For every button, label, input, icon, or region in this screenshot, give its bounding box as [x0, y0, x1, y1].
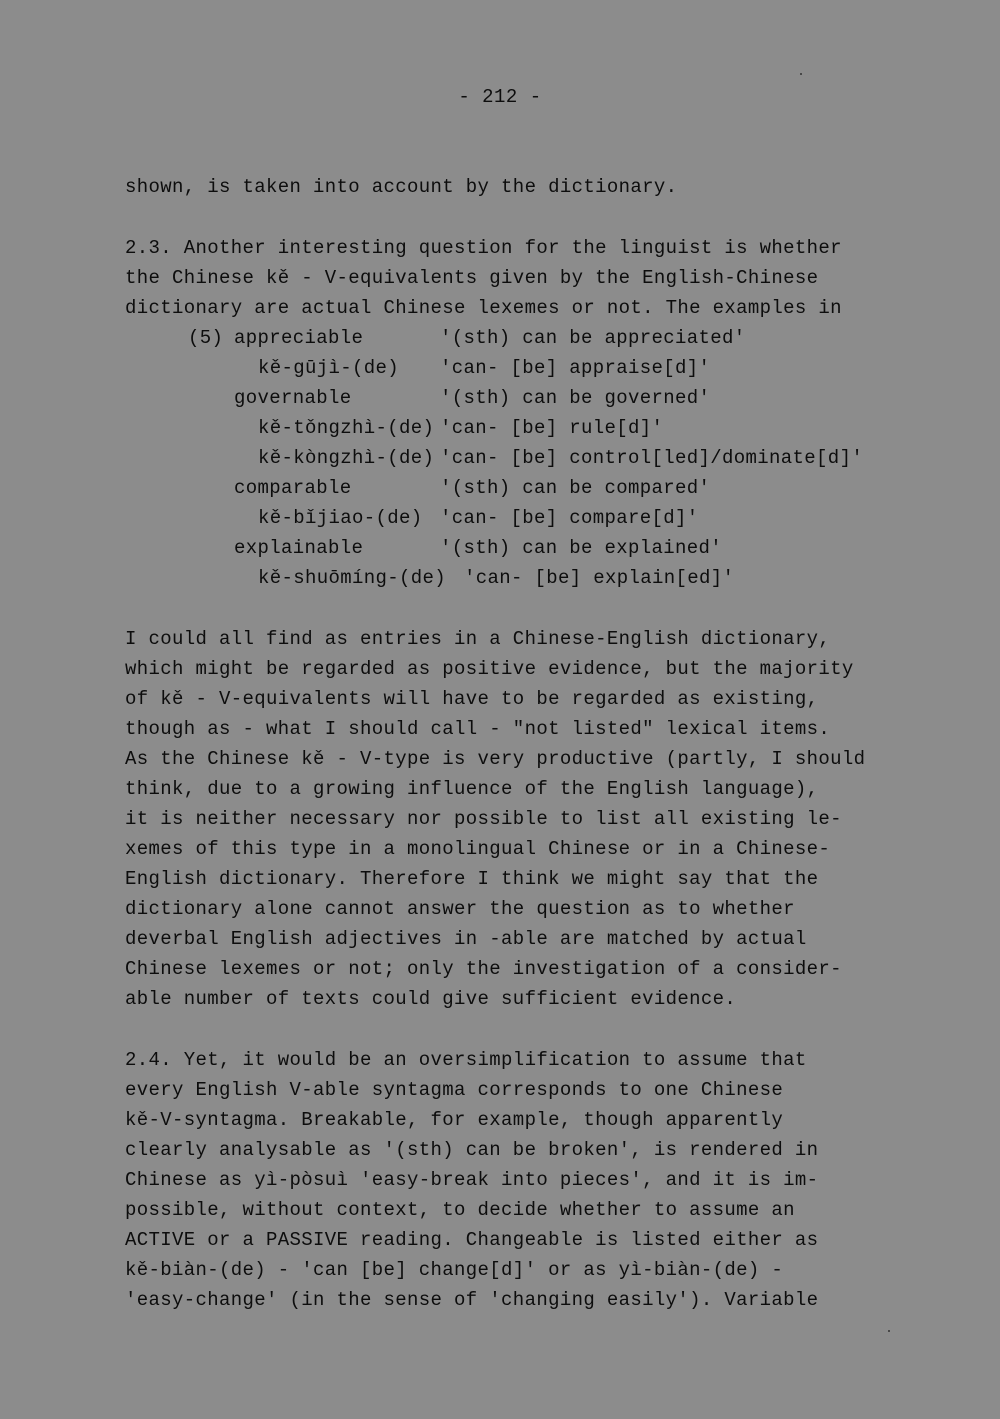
text-line: As the Chinese kě - V-type is very productive (partly, I should — [125, 748, 866, 770]
example-english-word: explainable — [234, 537, 364, 559]
text-line: 2.3. Another interesting question for the linguist is whether — [125, 237, 842, 259]
example-gloss: 'can- [be] rule[d]' — [440, 417, 664, 439]
example-number: (5) — [188, 327, 224, 349]
text-line: it is neither necessary nor possible to list all existing le- — [125, 808, 842, 830]
example-english-word: governable — [234, 387, 352, 409]
text-line: English dictionary. Therefore I think we might say that the — [125, 868, 819, 890]
example-chinese-form: kě-shuōmíng-(de) — [258, 567, 447, 589]
text-line: 'easy-change' (in the sense of 'changing easily'). Variable — [125, 1289, 819, 1311]
example-gloss: 'can- [be] control[led]/dominate[d]' — [440, 447, 864, 469]
text-line: which might be regarded as positive evidence, but the majority — [125, 658, 854, 680]
example-gloss: '(sth) can be appreciated' — [440, 327, 746, 349]
text-line: though as - what I should call - "not listed" lexical items. — [125, 718, 831, 740]
text-line: the Chinese kě - V-equivalents given by the English-Chinese — [125, 267, 819, 289]
text-line: kě-biàn-(de) - 'can [be] change[d]' or as yì-biàn-(de) - — [125, 1259, 784, 1281]
example-chinese-form: kě-bǐjiao-(de) — [258, 507, 423, 529]
example-english-word: comparable — [234, 477, 352, 499]
text-line: Chinese lexemes or not; only the investigation of a consider- — [125, 958, 842, 980]
text-line: I could all find as entries in a Chinese-English dictionary, — [125, 628, 831, 650]
page-number: - 212 - — [458, 86, 542, 108]
text-line: deverbal English adjectives in -able are matched by actual — [125, 928, 807, 950]
scan-speck — [800, 73, 802, 75]
example-gloss: 'can- [be] appraise[d]' — [440, 357, 711, 379]
text-line: shown, is taken into account by the dictionary. — [125, 176, 678, 198]
text-line: xemes of this type in a monolingual Chinese or in a Chinese- — [125, 838, 831, 860]
text-line: possible, without context, to decide whether to assume an — [125, 1199, 795, 1221]
example-gloss: 'can- [be] compare[d]' — [440, 507, 699, 529]
example-english-word: appreciable — [234, 327, 364, 349]
text-line: dictionary are actual Chinese lexemes or not. The examples in — [125, 297, 842, 319]
text-line: clearly analysable as '(sth) can be broken', is rendered in — [125, 1139, 819, 1161]
text-line: of kě - V-equivalents will have to be regarded as existing, — [125, 688, 819, 710]
example-chinese-form: kě-gūjì-(de) — [258, 357, 400, 379]
text-line: every English V-able syntagma corresponds to one Chinese — [125, 1079, 784, 1101]
example-gloss: 'can- [be] explain[ed]' — [464, 567, 735, 589]
example-gloss: '(sth) can be compared' — [440, 477, 711, 499]
example-chinese-form: kě-kòngzhì-(de) — [258, 447, 435, 469]
text-line: dictionary alone cannot answer the question as to whether — [125, 898, 795, 920]
text-line: 2.4. Yet, it would be an oversimplification to assume that — [125, 1049, 807, 1071]
example-gloss: '(sth) can be governed' — [440, 387, 711, 409]
example-chinese-form: kě-tǒngzhì-(de) — [258, 417, 435, 439]
text-line: ACTIVE or a PASSIVE reading. Changeable is listed either as — [125, 1229, 819, 1251]
text-line: able number of texts could give sufficient evidence. — [125, 988, 737, 1010]
text-line: Chinese as yì-pòsuì 'easy-break into pieces', and it is im- — [125, 1169, 819, 1191]
scan-speck — [888, 1330, 890, 1332]
example-gloss: '(sth) can be explained' — [440, 537, 723, 559]
text-line: think, due to a growing influence of the English language), — [125, 778, 819, 800]
text-line: kě-V-syntagma. Breakable, for example, though apparently — [125, 1109, 784, 1131]
